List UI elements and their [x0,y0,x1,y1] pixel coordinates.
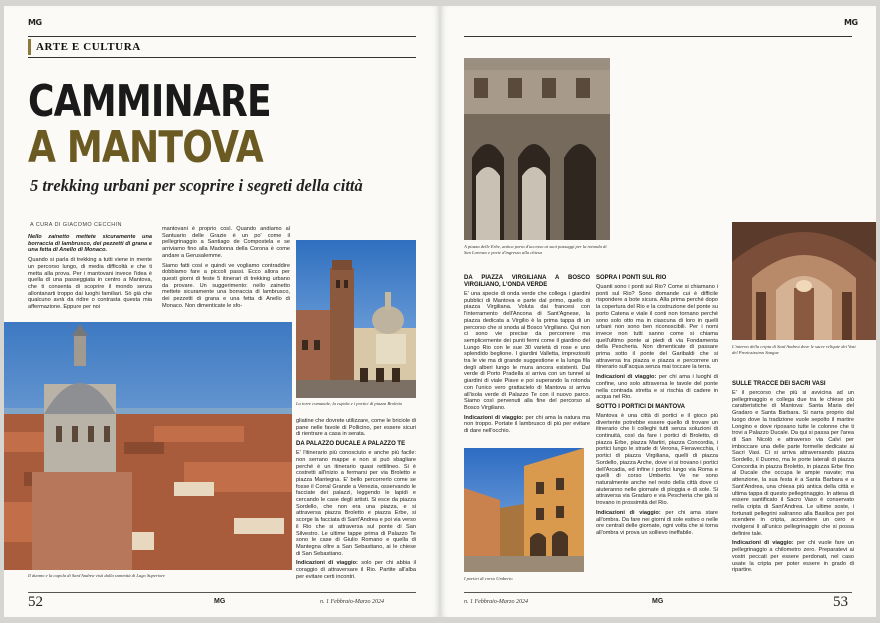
title-line-2: A MANTOVA [28,122,263,173]
issue-date: n. 1 Febbraio-Marzo 2024 [464,599,528,605]
page-number-left: 52 [28,594,43,610]
title-line-1: CAMMINARE [28,76,271,127]
travel-tip-text: per chi vuole fare un pellegrinaggio a chilometro zero. Preparatevi ai vostri peccati per essere perdonati, nel caso usate la cripta per poter essere in grado di ripartire. [732,540,854,574]
heading-palazzo-te: DA PALAZZO DUCALE A PALAZZO TE [296,441,406,448]
text-column-2 [162,226,290,318]
text-column-4 [464,272,590,435]
section-label: ARTE E CULTURA [36,41,141,53]
footer-logo: MG [652,598,664,605]
body-paragraph: gliatine che dovrete utilizzare, come le briciole di pane nelle favole di Pollicino, per essere sicuri di rientrare a casa in serata. [296,418,417,438]
street-photo [464,448,584,572]
text-column-1 [28,234,152,318]
heading-ponti: SOPRA I PONTI SUL RIO [596,275,667,281]
article-subtitle: 5 trekking urbani per scoprire i segreti della città [30,176,363,195]
footer-rule [28,592,416,593]
left-page [4,6,440,617]
caption-tower: La torre comunale, la cupola e i portici di piazza Broletto [296,401,403,406]
text-column-6 [732,378,854,588]
page-number-right: 53 [833,594,848,610]
tower-illustration [296,240,416,398]
travel-tip-label: Indicazioni di viaggio: [596,374,657,381]
section-accent-mark [28,39,31,55]
issue-date: n. 1 Febbraio-Marzo 2024 [320,599,384,605]
panorama-photo [4,322,292,570]
travel-tip-text: solo per chi abbia il coraggio di attraversare il Rio. Partite all'alba per evitare certi incontri. [296,560,416,580]
header-rule [464,36,852,37]
lead-paragraph: Nello zainetto mettete sicuramente una borraccia di lambrusco, dei pezzetti di grana e una fetta di Anello di Monaco. [28,234,152,254]
panorama-illustration [4,322,292,570]
crypt-photo [732,222,876,340]
heading-virgiliana: DA PIAZZA VIRGILIANA A BOSCO VIRGILIANO, L'ONDA VERDE [464,275,590,288]
heading-portici: SOTTO I PORTICI DI MANTOVA [596,403,686,410]
street-illustration [464,448,584,572]
travel-tip-text: per chi ama la natura ma non troppo. Portate il lambrusco di più per evitare di dare nell'occhio. [464,414,590,435]
body-paragraph: Quanti sono i ponti sul Rio? Come si chiamano i ponti sul Rio? Sono domande cui è difficile rispondere a bote sicura. Alla prima perché dopo la copertura del Rio e la costruzione del ponte su porto Catena e viale il conti non tornano perché sono solo otto ma in ciascuna di loro in quelli urbani non sono ben riconoscibili. Per i nomi invece non tutti sanno come si chiama quell'ultimo ponte ai piedi di via Fondamenta della Pescheria. Non dimenticate di passare prima sotto il ponte del Garibaldi che si attraversa tra piazza e piazza e percorrere un itinerario sull'acqua senza mai toccare la terra. [596,284,718,371]
body-paragraph: E' il percorso che più si avvicina ad un pellegrinaggio e collega due tra le chiese più caratteristiche di Mantova: Santa Maria del Gradaro e Santa Barbara. Si narra proprio dal luogo dove la tradizione vuole sepolto il martire Longino e dove riposano tutte le colonne che ti trovi a Palazzo Ducale. Da qui si passa per l'area di San Nicolò e attraverso via Calvi per imboccare una delle parte formelle dedicate ai Sacri Vasi. Ci si arriva attraversando piazza Sordello, il Duomo, ma le porte laterali di piazza Concordia in piazza Broletto, in piazza Erbe fino al Ducale che occupa le ampie navate; ma attenzione, la sua festa è a Santa Barbara e a Sant'Andrea, una chiesa più antica della città e ultima tappa di questo pellegrinaggio. In attesa di essere santificato il Sacro Vaso è conservato nella cripta di Sant'Andrea. Le ultime soste, i fortunati pellegrini saliranno alla Basilica per poi scendere in cripta, accendere un cero e rivolgersi lì all'unico pellegrinaggio che si possa definire tale. [732,390,854,537]
magazine-logo: MG [28,18,42,27]
heading-vasi: SULLE TRACCE DEI SACRI VASI [732,381,826,387]
caption-street: I portici di corso Umberto [464,576,513,581]
text-column-3 [296,418,416,586]
text-column-5 [596,272,718,586]
body-paragraph: mantovani è proprio così. Quando andiamo al Santuario delle Grazie è un po' come il pellegrinaggio a Santiago de Compostela e se arriviamo fino alla Madonna della Corona è come andare a Gerusalemme. [162,226,290,259]
byline: A CURA DI GIACOMO CECCHIN [30,222,122,228]
footer-rule [464,592,852,593]
right-page [440,6,876,617]
caption-crypt: L'interno della cripta di Sant'Andrea dove le sacre reliquie dei Vasi del Preziosissimo Sangue [732,344,856,355]
body-paragraph: Quando si parla di trekking a tutti viene in mente un percorso lungo, di media difficoltà e che ti metta alla prova. Per i mantovani invece l'idea è quella di una passeggiata in centro a Mantova, che ti consenta di scoprire il mondo senza allontanarti troppo dai luoghi familiari. Sò già che qualcuno avrà da ridire o contrasta questa mia affermazione. Eppure per noi [28,257,152,311]
body-paragraph: Siamo fatti così e quindi ve vogliamo contraddire dobbiamo fare a piccoli passi. Ecco allora per questi giorni di feste 5 itinerari di trekking urbano da provare. Un suggerimento: nello zainetto mettete sicuramente una borraccia di lambrusco, dei pezzetti di grana e una fetta di Anello di Monaco. Non dimenticate le sfo- [162,262,290,309]
section-header [28,36,416,58]
tower-photo [296,240,416,398]
caption-panorama: Il duomo e la cupola di Sant'Andrea visti dalla sommità di Lago Superiore [28,573,165,578]
arcade-illustration [464,58,610,240]
arcade-photo [464,58,610,240]
caption-arcade: A piazza delle Erbe, antica porta d'accesso ai suoi passaggi per la rotonda di San Lorenzo e porte d'ingresso alla chiesa [464,244,607,255]
travel-tip-label: Indicazioni di viaggio: [732,540,794,547]
travel-tip-text: per chi ama i luoghi di confine, uno solo attraversa le tavole del ponte nella contrada stretta e si rischia di cadere in acqua nel Rio. [596,374,718,401]
travel-tip-label: Indicazioni di viaggio: [596,509,661,516]
travel-tip-text: per chi ama stare all'ombra. Da fare nei giorni di sole estivo o nelle ore centrali delle giornate, ogni volta che si torna all'ombra vi prova un sollievo ineffabile. [596,509,718,536]
body-paragraph: E' una specie di onda verde che collega i giardini pubblici di Mantova e parte dal primo, quello di piazza Virgiliana. Voluta dai francesi con l'interramento dell'Ancona di Sant'Agnese, la piazza dedicata a Virgilio è la prima tappa di un percorso che si snoda al Bosco Virgiliano. Qui non ci sono vie precise da percorrere ma semplicemente dei punti fermi come il giardino del Lungo Rio con le sue 30 varietà di rose e uno splendido beglione. I giardini Valletta, impreziositi tra le vie ma di grande suggestione e la lunga fila degli alberi lungo le mura ancora esistenti. Dal verde di Porto Pradella si arriva con un tunnel ai giardini di viale Piave e poi superando la rotonda con l'unico vero grattacielo di Mantova si arriva all'isola verde di Palazzo Te con il nuovo parco. Siamo così pervenuti alla fine del percorso al Bosco Virgiliano. [464,291,590,411]
crypt-illustration [732,222,876,340]
footer-logo: MG [214,598,226,605]
magazine-logo: MG [844,18,858,27]
body-paragraph: E' l'itinerario più conosciuto e anche più facile: non serrano mappe e non si può sbagliare perché è un itinerario quasi rettilineo. Si è costretti all'inizio a fermarsi per via Broletto e piazza Mantegna. E' bello percorrerlo come se fosse il Corral Grande a Venezia, osservando le facciate dei palazzi, leggendo le lapidi e cercando le case degli artisti. Si esce da piazza Sordello, che non era una piazza, e si attraversa piazza Broletto e piazza Erbe, si scorge la facciata di Sant'Andrea e poi via verso il Rio che si attraversa sul ponte di San Silvestro. Le ultime tappe prima di Palazzo Te sono le case di Giulio Romano e quella di Mantegna oltre a San Sebastiano, ai le chiese di San Sebastiano. [296,450,416,557]
travel-tip-label: Indicazioni di viaggio: [296,560,358,567]
body-paragraph: Mantova è una città di portici e il gioco più divertente potrebbe essere quello di trovare un itinerario che li colleghi tutti senza soluzioni di continuità, così da fare i portici di Broletto, di piazza Erbe, piazza Martiri, piazza Concordia, i portici lungo le strade di Verona, Fieravecchia, i portici di piazza Virgiliana, quelli di piazza Sordello, piazza Arche, dove vi si trovano i portici dell'Arcadia, ed infine i portici lungo via Roma e quelli di corso Umberto. Ve ne sono naturalmente anche nel resto della città dove ci aiuteranno nelle giornate di pioggia e di sole. Si attraversa via Gradaro e via Pescheria che già si trovano in prossimità del Rio. [596,412,718,507]
travel-tip-label: Indicazioni di viaggio: [464,414,524,421]
